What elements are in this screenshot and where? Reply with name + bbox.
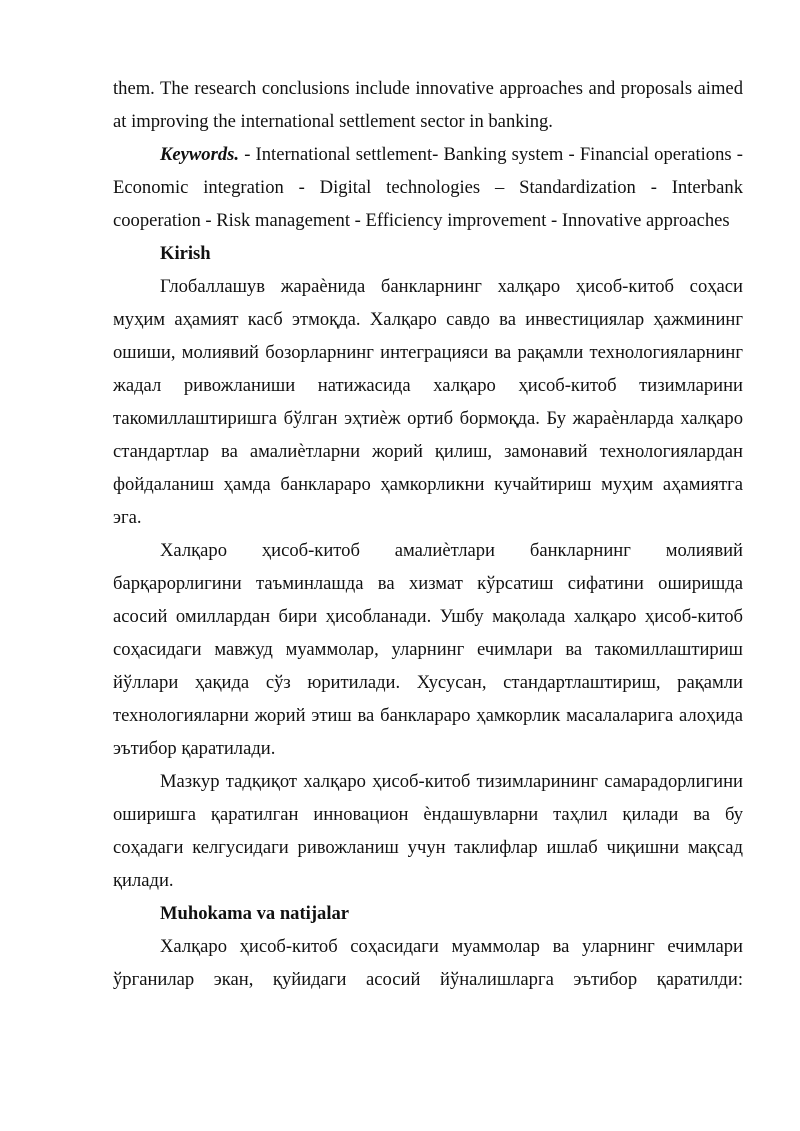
document-page — [113, 72, 743, 996]
body-paragraph-1: Глобаллашув жараѐнида банкларнинг халқаро ҳисоб-китоб соҳаси муҳим аҳамият касб этмоқда. Халқаро савдо ва инвестициялар ҳажмининг ошиши, молиявий бозорларнинг интеграцияси ва рақамли технологияларнинг жадал ривожланиши натижасида халқаро ҳисоб-китоб тизимларини такомиллаштиришга бўлган эҳтиѐж ортиб бормоқда. Бу жараѐнларда халқаро стандартлар ва амалиѐтларни жорий қилиш, замонавий технологиялардан фойдаланиш ҳамда банклараро ҳамкорликни кучайтириш муҳим аҳамиятга эга. — [113, 276, 743, 528]
body-paragraph-2: Халқаро ҳисоб-китоб амалиѐтлари банкларнинг молиявий барқарорлигини таъминлашда ва хизмат кўрсатиш сифатини оширишда асосий омиллардан бири ҳисобланади. Ушбу мақолада халқаро ҳисоб-китоб соҳасидаги мавжуд муаммолар, уларнинг ечимлари ва такомиллаштириш йўллари ҳақида сўз юритилади. Хусусан, стандартлаштириш, рақамли технологияларни жорий этиш ва банклараро ҳамкорлик масалаларига алоҳида эътибор қаратилади. — [113, 540, 743, 759]
keywords-text: - International settlement- Banking system - Financial operations - Economic integration - Digital technologies – Standardization - Interbank cooperation - Risk management - Efficiency improvement - Innovative approaches — [113, 144, 743, 231]
body-paragraph-4: Халқаро ҳисоб-китоб соҳасидаги муаммолар ва уларнинг ечимлари ўрганилар экан, қуйидаги асосий йўналишларга эътибор қаратилди: — [113, 936, 743, 990]
keywords-paragraph — [113, 138, 743, 237]
body-paragraph-3: Мазкур тадқиқот халқаро ҳисоб-китоб тизимларининг самарадорлигини оширишга қаратилган инновацион ѐндашувларни таҳлил қилади ва бу соҳадаги келгусидаги ривожланиш учун таклифлар ишлаб чиқишни мақсад қилади. — [113, 771, 743, 891]
section-heading-intro: Kirish — [160, 243, 211, 264]
keywords-label: Keywords. — [160, 144, 240, 165]
intro-paragraph: them. The research conclusions include innovative approaches and proposals aimed at improving the international settlement sector in banking. — [113, 78, 743, 132]
section-heading-discussion: Muhokama va natijalar — [160, 903, 350, 924]
